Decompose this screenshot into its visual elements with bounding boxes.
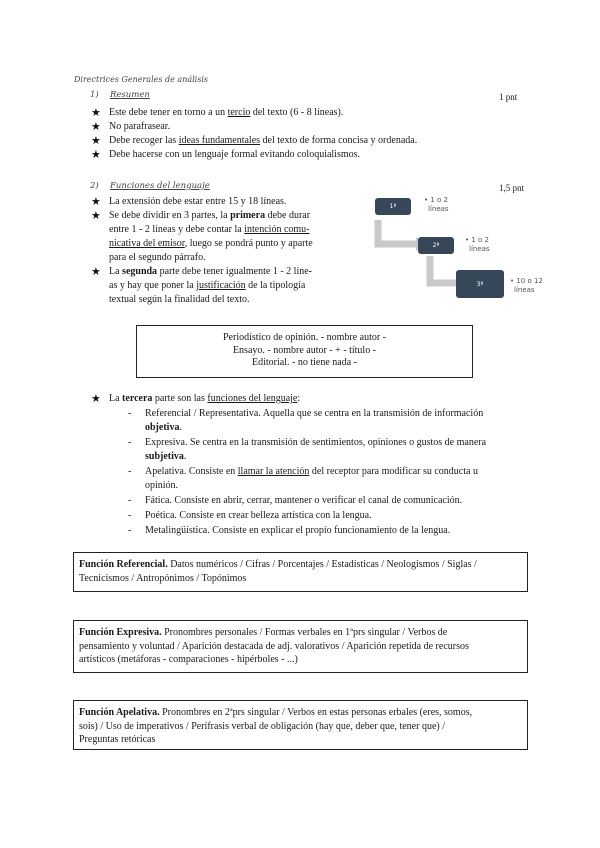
sec1-bullet-1: Este debe tener en torno a un tercio del texto (6 - 8 líneas). [109,107,344,118]
star-bullet-icon: ★ [91,149,101,161]
star-bullet-icon: ★ [91,393,101,405]
box-apelativa-line-3: Preguntas retóricas [79,734,156,745]
box-referencial-line-2: Tecnicismos / Antropónimos / Topónimos [79,573,247,584]
section-2-title: Funciones del lenguaje [110,181,210,191]
dash-bullet: - [128,495,132,506]
diagram-label-second: • 1 o 2 líneas [465,236,490,253]
function-apelativa-line-2: opinión. [145,480,179,491]
sec1-bullet-3: Debe recoger las ideas fundamentales del texto de forma concisa y ordenada. [109,135,418,146]
box-apelativa-line-1: Función Apelativa. Pronombres en 2ªprs singular / Verbos en estas personas erbales (eres, somos, [79,707,473,718]
function-apelativa-line-1: Apelativa. Consiste en llamar la atención del receptor para modificar su conducta u [145,466,478,477]
star-bullet-icon: ★ [91,196,101,208]
arrow-2 [430,256,458,283]
function-referencial-line-1: Referencial / Representativa. Aquella que se centra en la transmisión de información [145,408,484,419]
box-referencial-line-1: Función Referencial. Datos numéricos / Cifras / Porcentajes / Estadísticas / Neologismos / Siglas / [79,559,477,570]
diagram-label-first: • 1 o 2 líneas [424,196,449,213]
format-box-line-1: Periodístico de opinión. - nombre autor - [222,332,387,343]
function-fatica: Fática. Consiste en abrir, cerrar, mantener o verificar el canal de comunicación. [145,495,463,506]
diagram-box-first: 1ª [375,198,411,215]
section-1-points: 1 pnt [499,92,518,102]
star-bullet-icon: ★ [91,135,101,147]
diagram-box-third: 3ª [456,270,504,298]
dash-bullet: - [128,525,132,536]
sec2-bullet-3-line-2: as y hay que poner la justificación de la tipología [109,280,306,291]
format-box-line-3: Editorial. - no tiene nada - [252,357,357,368]
function-metalinguistica: Metalingüística. Consiste en explicar el propio funcionamiento de la lengua. [145,525,451,536]
star-bullet-icon: ★ [91,266,101,278]
format-box-line-2: Ensayo. - nombre autor - + - título - [232,344,377,356]
sec2-bullet-3-line-1: La segunda parte debe tener igualmente 1 - 2 líne- [109,266,312,277]
diagram-box-second: 2ª [418,237,454,254]
section-2-number: 2) [90,181,99,191]
dash-bullet: - [128,408,132,419]
section-1-number: 1) [90,90,99,100]
dash-bullet: - [128,510,132,521]
box-funcion-expresiva [73,620,528,673]
star-bullet-icon: ★ [91,107,101,119]
box-expresiva-line-3: artísticos (metáforas - comparaciones - hipérboles - ...) [79,654,298,665]
box-funcion-apelativa [73,700,528,750]
dash-bullet: - [128,437,132,448]
sec2-bullet-2-line-1: Se debe dividir en 3 partes, la primera debe durar [109,210,311,221]
section-2-points: 1,5 pnt [499,183,525,193]
function-poetica: Poética. Consiste en crear belleza artística con la lengua. [145,510,372,521]
sec2-bullet-1: La extensión debe estar entre 15 y 18 líneas. [109,196,287,207]
function-expresiva-line-2: subjetiva. [145,451,187,462]
sec2-bullet-3-line-3: textual según la finalidad del texto. [109,294,250,305]
box-funcion-referencial [73,552,528,592]
function-expresiva-line-1: Expresiva. Se centra en la transmisión de sentimientos, opiniones o gustos de manera [145,437,487,448]
dash-bullet: - [128,466,132,477]
section-1-title: Resumen [110,90,150,100]
sec2-bullet-2-line-4: para el segundo párrafo. [109,252,206,263]
document-title: Directrices Generales de análisis [74,75,208,84]
sec2-bullet-2-line-3: nicativa del emisor, luego se pondrá punto y aparte [109,238,313,249]
tercera-intro: La tercera parte son las funciones del lenguaje: [109,393,301,404]
sec1-bullet-4: Debe hacerse con un lenguaje formal evitando coloquialismos. [109,149,361,160]
star-bullet-icon: ★ [91,210,101,222]
format-box [136,325,473,378]
box-expresiva-line-2: pensamiento y voluntad / Aparición destacada de adj. valorativos / Aparición repetida de recursos [79,640,469,652]
function-referencial-line-2: objetiva. [145,422,182,433]
arrow-1 [378,220,418,244]
star-bullet-icon: ★ [91,121,101,133]
sec2-bullet-2-line-2: entre 1 - 2 líneas y debe contar la intención comu- [109,224,310,235]
box-expresiva-line-1: Función Expresiva. Pronombres personales / Formas verbales en 1ªprs singular / Verbos de [79,627,448,638]
diagram-label-third: • 10 o 12 líneas [510,277,543,294]
box-apelativa-line-2: sois) / Uso de imperativos / Perífrasis verbal de obligación (hay que, deber que, tener que) / [79,720,446,732]
sec1-bullet-2: No parafrasear. [109,121,171,132]
